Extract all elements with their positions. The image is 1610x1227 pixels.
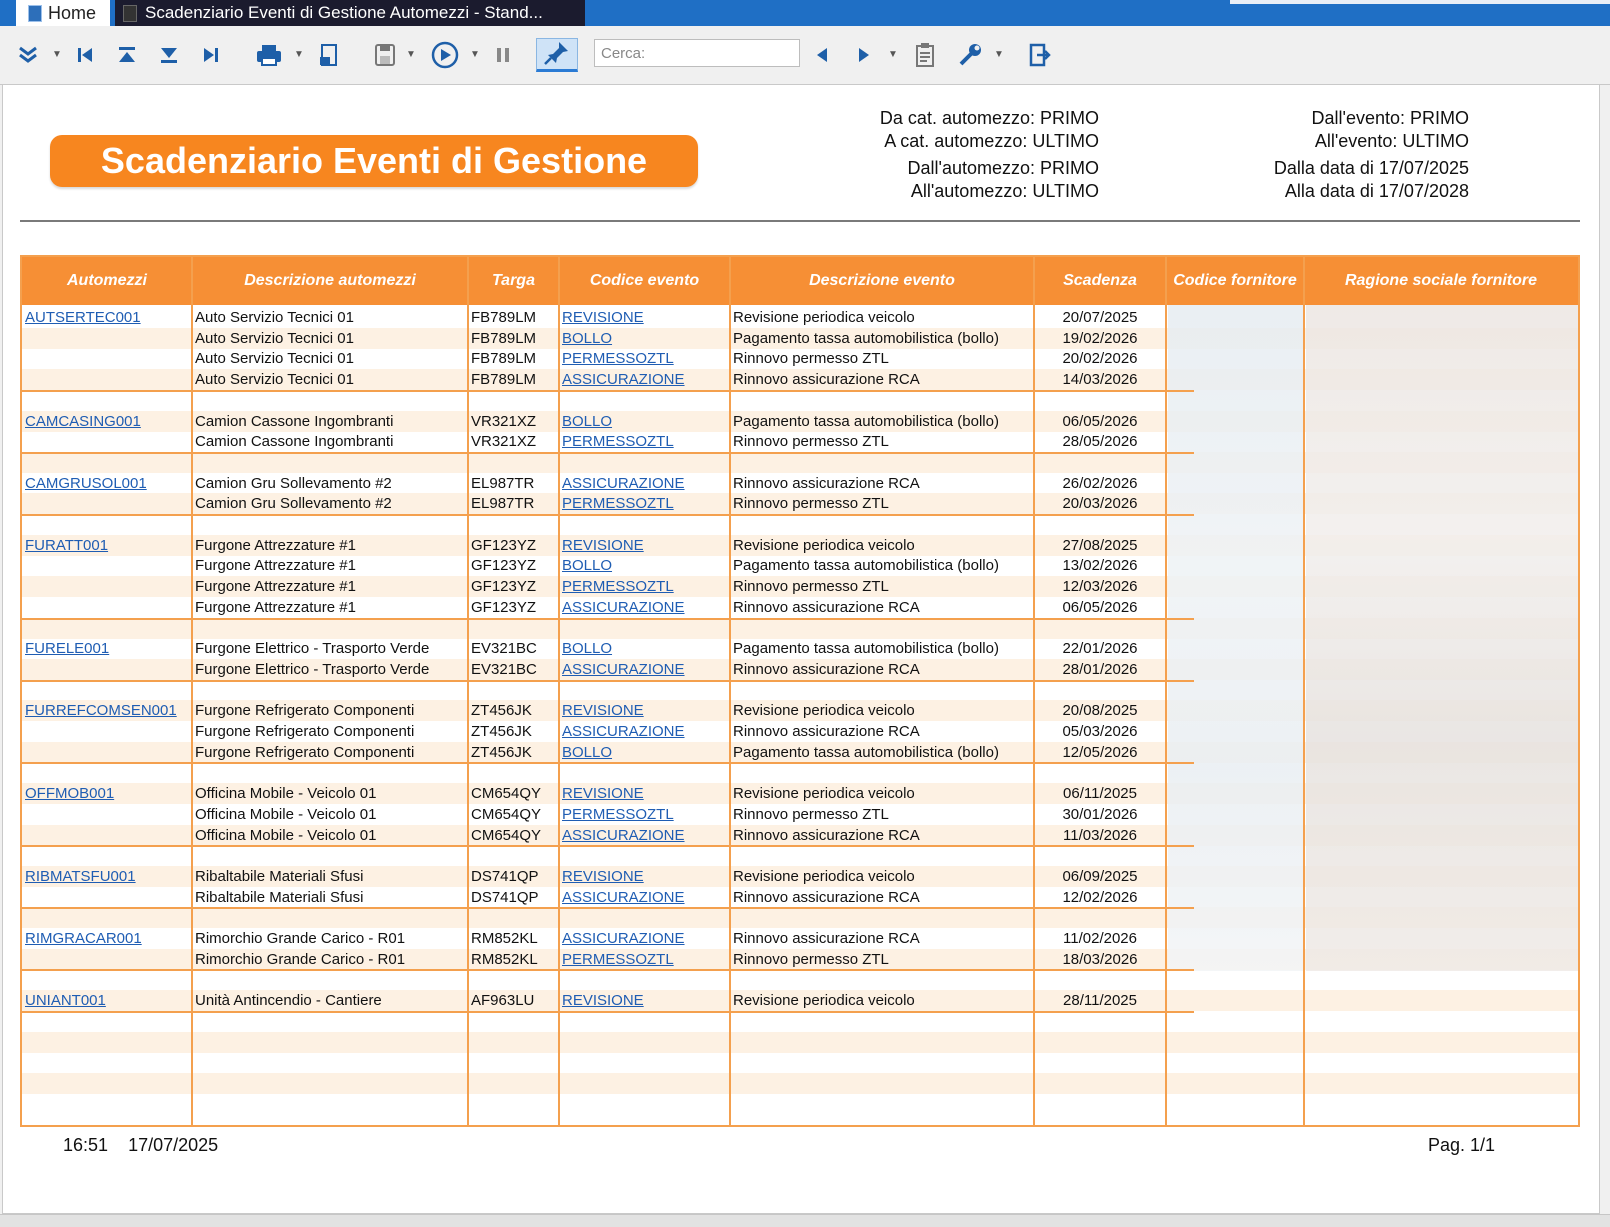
group-separator — [22, 514, 1194, 516]
plate-cell: CM654QY — [471, 826, 542, 844]
event-code-cell[interactable]: REVISIONE — [562, 536, 644, 554]
document-tab-label: Scadenziario Eventi di Gestione Automezzi - Stand... — [145, 3, 543, 22]
date-filters — [1163, 157, 1469, 203]
export-pdf-icon[interactable] — [316, 40, 342, 70]
window-titlebar — [0, 0, 1610, 26]
event-code-cell[interactable]: PERMESSOZTL — [562, 950, 674, 968]
plate-cell: GF123YZ — [471, 557, 537, 575]
event-code-cell[interactable]: REVISIONE — [562, 309, 644, 326]
due-date-cell: 06/05/2026 — [1062, 598, 1138, 616]
column-divider — [729, 257, 731, 1125]
plate-cell: ZT456JK — [471, 723, 532, 740]
vehicle-desc-cell: Rimorchio Grande Carico - R01 — [195, 950, 406, 968]
plate-cell: GF123YZ — [471, 536, 537, 554]
play-icon[interactable] — [428, 40, 462, 70]
vehicle-desc-cell: Auto Servizio Tecnici 01 — [195, 309, 354, 326]
home-icon — [28, 5, 42, 22]
event-code-cell[interactable]: PERMESSOZTL — [562, 433, 674, 451]
vehicle-code-link[interactable]: CAMCASING001 — [25, 412, 141, 430]
due-date-cell: 20/08/2025 — [1062, 702, 1138, 720]
due-date-cell: 13/02/2026 — [1062, 557, 1138, 575]
plate-cell: GF123YZ — [471, 598, 537, 616]
page-number: Pag. 1/1 — [1427, 1135, 1495, 1155]
plate-cell: DS741QP — [471, 888, 539, 906]
vehicle-desc-cell: Furgone Attrezzature #1 — [195, 578, 356, 596]
plate-cell: FB789LM — [471, 350, 537, 368]
vehicle-desc-cell: Furgone Refrigerato Componenti — [195, 723, 415, 740]
event-desc-cell: Rinnovo permesso ZTL — [733, 495, 889, 513]
last-page-icon[interactable] — [198, 40, 224, 70]
header-col-due-date: Scadenza — [1063, 272, 1137, 289]
due-date-cell: 26/02/2026 — [1062, 474, 1138, 492]
event-desc-cell: Revisione periodica veicolo — [733, 702, 915, 720]
due-date-cell: 20/02/2026 — [1062, 350, 1138, 368]
plate-cell: FB789LM — [471, 371, 537, 389]
group-separator — [22, 390, 1194, 392]
vehicle-desc-cell: Furgone Elettrico - Trasporto Verde — [195, 660, 430, 678]
event-desc-cell: Rinnovo assicurazione RCA — [733, 826, 920, 844]
vehicle-code-link[interactable]: FURATT001 — [25, 536, 109, 554]
group-separator — [22, 907, 1194, 909]
bottom-icon[interactable] — [156, 40, 182, 70]
event-desc-cell: Rinnovo permesso ZTL — [733, 805, 889, 823]
expand-all-icon[interactable] — [14, 40, 42, 70]
event-desc-cell: Rinnovo assicurazione RCA — [733, 660, 920, 678]
print-dropdown-icon[interactable]: ▼ — [294, 49, 304, 60]
wrench-dropdown-icon[interactable]: ▼ — [994, 49, 1004, 60]
event-desc-cell: Rinnovo assicurazione RCA — [733, 723, 920, 740]
report-toolbar — [0, 26, 1610, 85]
search-previous-icon[interactable] — [810, 40, 834, 70]
search-input[interactable]: Cerca: — [594, 39, 800, 67]
due-date-cell: 06/09/2025 — [1062, 867, 1138, 885]
plate-cell: ZT456JK — [471, 702, 532, 720]
plate-cell: GF123YZ — [471, 578, 537, 596]
titlebar-highlight — [1230, 0, 1610, 4]
due-date-cell: 06/11/2025 — [1063, 785, 1137, 803]
row-band — [22, 1032, 1578, 1053]
pin-icon[interactable] — [536, 38, 578, 72]
event-code-cell[interactable]: REVISIONE — [562, 785, 644, 803]
column-divider — [558, 257, 560, 1125]
filter-to-event: All'evento: ULTIMO — [1314, 131, 1469, 151]
plate-cell: CM654QY — [471, 785, 542, 803]
plate-cell: RM852KL — [471, 930, 538, 947]
event-desc-cell: Pagamento tassa automobilistica (bollo) — [733, 640, 999, 658]
event-desc-cell: Rinnovo permesso ZTL — [733, 578, 889, 596]
table-header — [22, 257, 1578, 305]
event-desc-cell: Revisione periodica veicolo — [733, 867, 915, 885]
top-icon[interactable] — [114, 40, 140, 70]
event-code-cell[interactable]: PERMESSOZTL — [562, 495, 674, 513]
vehicle-desc-cell: Camion Cassone Ingombranti — [195, 412, 394, 430]
due-date-cell: 06/05/2026 — [1062, 412, 1138, 430]
vehicle-desc-cell: Rimorchio Grande Carico - R01 — [195, 930, 406, 947]
event-desc-cell: Revisione periodica veicolo — [733, 536, 915, 554]
vehicle-desc-cell: Camion Gru Sollevamento #2 — [195, 495, 392, 513]
filter-from-category: Da cat. automezzo: PRIMO — [879, 108, 1099, 128]
due-date-cell: 11/02/2026 — [1063, 930, 1137, 947]
due-date-cell: 20/03/2026 — [1062, 495, 1138, 513]
search-next-icon[interactable] — [852, 40, 876, 70]
plate-cell: EV321BC — [471, 640, 537, 658]
column-divider — [1033, 257, 1035, 1125]
due-date-cell: 11/03/2026 — [1063, 826, 1137, 844]
due-date-cell: 22/01/2026 — [1062, 640, 1138, 658]
event-code-cell[interactable]: BOLLO — [562, 557, 613, 575]
vehicle-code-link[interactable]: FURREFCOMSEN001 — [25, 702, 177, 720]
vehicle-code-link[interactable]: AUTSERTEC001 — [25, 309, 141, 326]
print-date: 17/07/2025 — [128, 1135, 219, 1155]
report-page — [2, 84, 1600, 1214]
plate-cell: ZT456JK — [471, 743, 532, 761]
plate-cell: VR321XZ — [471, 433, 537, 451]
vehicle-code-link[interactable]: RIMGRACAR001 — [25, 930, 142, 947]
header-divider — [20, 220, 1580, 222]
event-code-cell[interactable]: PERMESSOZTL — [562, 805, 674, 823]
report-title: Scadenziario Eventi di Gestione — [50, 135, 698, 187]
column-divider — [191, 257, 193, 1125]
group-separator — [22, 845, 1194, 847]
filter-to-vehicle: All'automezzo: ULTIMO — [910, 181, 1099, 201]
event-desc-cell: Rinnovo permesso ZTL — [733, 433, 889, 451]
row-band — [22, 1073, 1578, 1094]
column-divider — [1165, 257, 1167, 1125]
group-separator — [22, 1011, 1194, 1013]
header-col-supplier-name: Ragione sociale fornitore — [1344, 272, 1538, 289]
vehicle-code-link[interactable]: RIBMATSFU001 — [25, 867, 136, 885]
plate-cell: RM852KL — [471, 950, 538, 968]
due-date-cell: 18/03/2026 — [1062, 950, 1138, 968]
event-desc-cell: Rinnovo permesso ZTL — [733, 350, 889, 368]
event-code-cell[interactable]: PERMESSOZTL — [562, 578, 674, 596]
filter-from-vehicle: Dall'automezzo: PRIMO — [907, 158, 1099, 178]
header-col-plate: Targa — [492, 272, 535, 289]
event-code-cell[interactable]: ASSICURAZIONE — [562, 723, 685, 740]
redacted-supplier-name — [1306, 305, 1578, 971]
event-code-cell[interactable]: BOLLO — [562, 412, 613, 430]
due-date-cell: 12/03/2026 — [1062, 578, 1138, 596]
plate-cell: CM654QY — [471, 805, 542, 823]
vehicle-desc-cell: Unità Antincendio - Cantiere — [195, 992, 382, 1010]
event-desc-cell: Revisione periodica veicolo — [733, 785, 915, 803]
vehicle-desc-cell: Auto Servizio Tecnici 01 — [195, 350, 354, 368]
due-date-cell: 28/05/2026 — [1062, 433, 1138, 451]
header-col-event-code: Codice evento — [589, 272, 700, 289]
event-desc-cell: Rinnovo permesso ZTL — [733, 950, 889, 968]
group-separator — [22, 969, 1194, 971]
due-date-cell: 12/02/2026 — [1062, 888, 1138, 906]
document-icon — [123, 5, 137, 22]
filter-from-date: Dalla data di 17/07/2025 — [1273, 158, 1469, 178]
event-desc-cell: Pagamento tassa automobilistica (bollo) — [733, 329, 999, 347]
group-separator — [22, 618, 1194, 620]
events-table — [20, 255, 1580, 1127]
filter-from-event: Dall'evento: PRIMO — [1311, 108, 1469, 128]
group-separator — [22, 452, 1194, 454]
vehicle-desc-cell: Officina Mobile - Veicolo 01 — [195, 805, 377, 823]
group-separator — [22, 680, 1194, 682]
event-code-cell[interactable]: ASSICURAZIONE — [562, 826, 685, 844]
event-desc-cell: Rinnovo assicurazione RCA — [733, 474, 920, 492]
vehicle-desc-cell: Officina Mobile - Veicolo 01 — [195, 826, 377, 844]
event-code-cell[interactable]: ASSICURAZIONE — [562, 930, 685, 947]
event-code-cell[interactable]: ASSICURAZIONE — [562, 371, 685, 389]
vehicle-desc-cell: Furgone Elettrico - Trasporto Verde — [195, 640, 430, 658]
header-col-supplier-code: Codice fornitore — [1173, 272, 1297, 289]
vehicle-category-filters — [743, 107, 1099, 153]
vehicle-code-link[interactable]: FURELE001 — [25, 640, 110, 658]
pause-icon[interactable] — [490, 40, 516, 70]
vehicle-code-link[interactable]: UNIANT001 — [25, 992, 106, 1010]
save-dropdown-icon[interactable]: ▼ — [406, 49, 416, 60]
vehicle-desc-cell: Officina Mobile - Veicolo 01 — [195, 785, 377, 803]
vehicle-code-link[interactable]: OFFMOB001 — [25, 785, 115, 803]
due-date-cell: 20/07/2025 — [1062, 309, 1138, 326]
due-date-cell: 05/03/2026 — [1062, 723, 1138, 740]
vehicle-desc-cell: Auto Servizio Tecnici 01 — [195, 371, 354, 389]
vehicle-desc-cell: Furgone Attrezzature #1 — [195, 536, 356, 554]
event-code-cell[interactable]: REVISIONE — [562, 702, 644, 720]
due-date-cell: 14/03/2026 — [1062, 371, 1138, 389]
redacted-supplier-code — [1168, 305, 1304, 971]
event-desc-cell: Revisione periodica veicolo — [733, 992, 915, 1010]
event-code-cell[interactable]: BOLLO — [562, 640, 613, 658]
event-desc-cell: Rinnovo assicurazione RCA — [733, 930, 920, 947]
home-tab-label: Home — [48, 2, 97, 23]
vehicle-desc-cell: Furgone Refrigerato Componenti — [195, 702, 415, 720]
vehicle-desc-cell: Ribaltabile Materiali Sfusi — [195, 888, 364, 906]
column-divider — [467, 257, 469, 1125]
event-filters — [1163, 107, 1469, 153]
event-code-cell[interactable]: BOLLO — [562, 329, 613, 347]
plate-cell: FB789LM — [471, 309, 537, 326]
vehicle-desc-cell: Furgone Attrezzature #1 — [195, 557, 356, 575]
vehicle-desc-cell: Furgone Attrezzature #1 — [195, 598, 356, 616]
event-code-cell[interactable]: REVISIONE — [562, 992, 644, 1010]
print-timestamp — [63, 1135, 218, 1156]
document-tab[interactable] — [115, 0, 585, 26]
event-desc-cell: Pagamento tassa automobilistica (bollo) — [733, 557, 999, 575]
vehicle-desc-cell: Camion Gru Sollevamento #2 — [195, 474, 392, 492]
due-date-cell: 28/01/2026 — [1062, 660, 1138, 678]
vehicle-desc-cell: Furgone Refrigerato Componenti — [195, 743, 415, 761]
header-col-event-desc: Descrizione evento — [809, 272, 955, 289]
vehicle-desc-cell: Auto Servizio Tecnici 01 — [195, 329, 354, 347]
plate-cell: EL987TR — [471, 495, 535, 513]
vehicle-desc-cell: Camion Cassone Ingombranti — [195, 433, 394, 451]
vehicle-code-link[interactable]: CAMGRUSOL001 — [25, 474, 147, 492]
plate-cell: VR321XZ — [471, 412, 537, 430]
search-dropdown-icon[interactable]: ▼ — [888, 49, 898, 60]
event-code-cell[interactable]: ASSICURAZIONE — [562, 888, 685, 906]
due-date-cell: 30/01/2026 — [1062, 805, 1138, 823]
plate-cell: FB789LM — [471, 329, 537, 347]
expand-dropdown-icon[interactable]: ▼ — [52, 49, 62, 60]
header-col-vehicle: Automezzi — [67, 272, 147, 289]
event-desc-cell: Pagamento tassa automobilistica (bollo) — [733, 743, 999, 761]
event-desc-cell: Rinnovo assicurazione RCA — [733, 598, 920, 616]
plate-cell: EL987TR — [471, 474, 535, 492]
event-code-cell[interactable]: ASSICURAZIONE — [562, 474, 685, 492]
event-code-cell[interactable]: BOLLO — [562, 743, 613, 761]
header-col-vehicle-desc: Descrizione automezzi — [244, 272, 416, 289]
filter-to-date: Alla data di 17/07/2028 — [1284, 181, 1469, 201]
filter-to-category: A cat. automezzo: ULTIMO — [884, 131, 1099, 151]
due-date-cell: 28/11/2025 — [1063, 992, 1137, 1010]
wrench-icon[interactable] — [956, 40, 984, 70]
home-tab[interactable] — [16, 0, 110, 26]
exit-icon[interactable] — [1026, 40, 1052, 70]
event-code-cell[interactable]: ASSICURAZIONE — [562, 660, 685, 678]
vehicle-desc-cell: Ribaltabile Materiali Sfusi — [195, 867, 364, 885]
due-date-cell: 12/05/2026 — [1062, 743, 1138, 761]
event-desc-cell: Pagamento tassa automobilistica (bollo) — [733, 412, 999, 430]
first-page-icon[interactable] — [72, 40, 98, 70]
save-icon[interactable] — [372, 40, 398, 70]
event-code-cell[interactable]: REVISIONE — [562, 867, 644, 885]
event-code-cell[interactable]: PERMESSOZTL — [562, 350, 674, 368]
print-time: 16:51 — [63, 1135, 109, 1155]
plate-cell: EV321BC — [471, 660, 537, 678]
group-separator — [22, 762, 1194, 764]
plate-cell: DS741QP — [471, 867, 539, 885]
print-icon[interactable] — [254, 40, 284, 70]
event-code-cell[interactable]: ASSICURAZIONE — [562, 598, 685, 616]
event-desc-cell: Revisione periodica veicolo — [733, 309, 915, 326]
clipboard-icon[interactable] — [912, 40, 938, 70]
vehicle-filters — [743, 157, 1099, 203]
due-date-cell: 27/08/2025 — [1062, 536, 1138, 554]
play-dropdown-icon[interactable]: ▼ — [470, 49, 480, 60]
plate-cell: AF963LU — [471, 992, 535, 1010]
event-desc-cell: Rinnovo assicurazione RCA — [733, 888, 920, 906]
due-date-cell: 19/02/2026 — [1062, 329, 1138, 347]
column-divider — [1303, 257, 1305, 1125]
status-bar — [0, 1214, 1610, 1227]
event-desc-cell: Rinnovo assicurazione RCA — [733, 371, 920, 389]
